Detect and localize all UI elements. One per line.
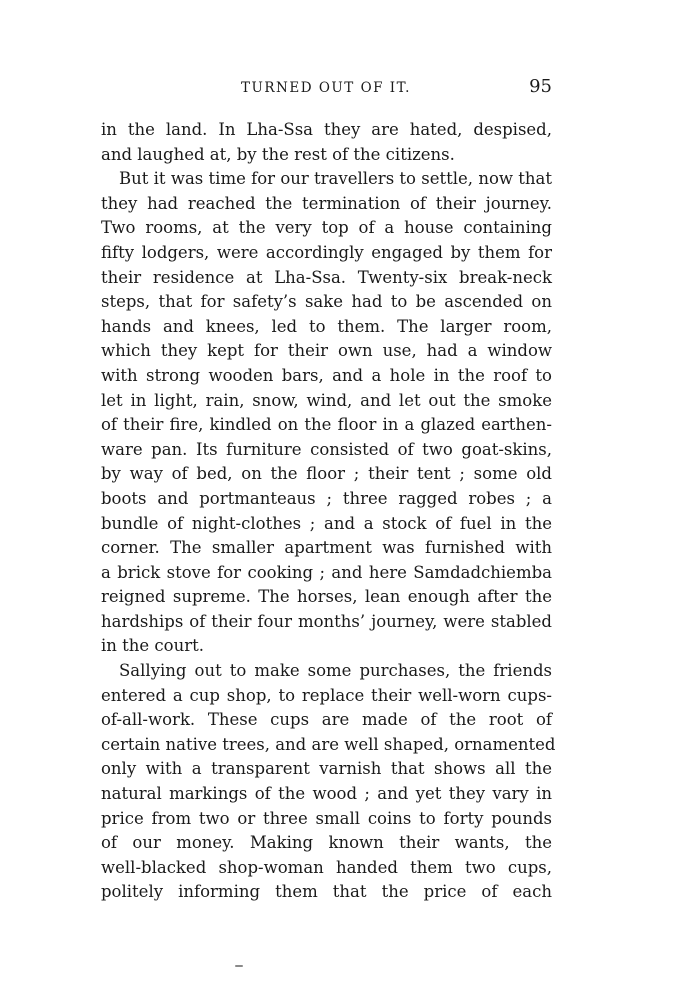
text-line: of-all-work. These cups are made of the root of: [101, 710, 552, 730]
text-line: But it was time for our travellers to settle, now that: [119, 169, 552, 189]
text-line: in the court.: [101, 636, 204, 656]
ink-speck: [235, 965, 243, 967]
text-line: bundle of night-clothes ; and a stock of fuel in the: [101, 513, 552, 533]
text-line: hands and knees, led to them. The larger room,: [101, 316, 552, 336]
running-title: TURNED OUT OF IT.: [241, 80, 411, 96]
text-line: well-blacked shop-woman handed them two cups,: [101, 857, 552, 877]
text-line: a brick stove for cooking ; and here Samdadchiemba: [101, 562, 552, 582]
text-line: fifty lodgers, were accordingly engaged by them for: [101, 242, 552, 262]
text-line: their residence at Lha-Ssa. Twenty-six break-neck: [101, 267, 552, 287]
text-line: of their fire, kindled on the floor in a glazed earthen-: [101, 415, 552, 435]
text-line: entered a cup shop, to replace their well-worn cups-: [101, 685, 552, 705]
text-line: hardships of their four months’ journey, were stabled: [101, 611, 552, 631]
text-line: of our money. Making known their wants, the: [101, 833, 552, 853]
text-line: ware pan. Its furniture consisted of two goat-skins,: [101, 439, 552, 459]
running-head: [101, 78, 552, 102]
text-line: with strong wooden bars, and a hole in the roof to: [101, 365, 552, 385]
text-line: politely informing them that the price of each: [101, 882, 552, 902]
text-line: certain native trees, and are well shaped, ornamented: [101, 734, 556, 754]
text-line: which they kept for their own use, had a window: [101, 341, 552, 361]
text-line: in the land. In Lha-Ssa they are hated, despised,: [101, 120, 552, 139]
text-line: natural markings of the wood ; and yet they vary in: [101, 784, 552, 804]
text-line: boots and portmanteaus ; three ragged robes ; a: [101, 488, 552, 508]
text-line: Sallying out to make some purchases, the friends: [119, 661, 552, 681]
text-line: Two rooms, at the very top of a house containing: [101, 218, 552, 238]
text-line: only with a transparent varnish that shows all the: [101, 759, 552, 779]
body-text: [101, 118, 556, 905]
text-line: they had reached the termination of their journey.: [101, 193, 552, 213]
text-line: steps, that for safety’s sake had to be ascended on: [101, 292, 552, 312]
text-line: reigned supreme. The horses, lean enough after the: [101, 587, 552, 607]
text-line: price from two or three small coins to forty pounds: [101, 808, 552, 828]
text-line: and laughed at, by the rest of the citizens.: [101, 144, 455, 164]
text-line: by way of bed, on the floor ; their tent ; some old: [101, 464, 552, 484]
text-line: corner. The smaller apartment was furnished with: [101, 538, 552, 558]
page-number: 95: [529, 76, 552, 97]
text-line: let in light, rain, snow, wind, and let out the smoke: [101, 390, 552, 410]
